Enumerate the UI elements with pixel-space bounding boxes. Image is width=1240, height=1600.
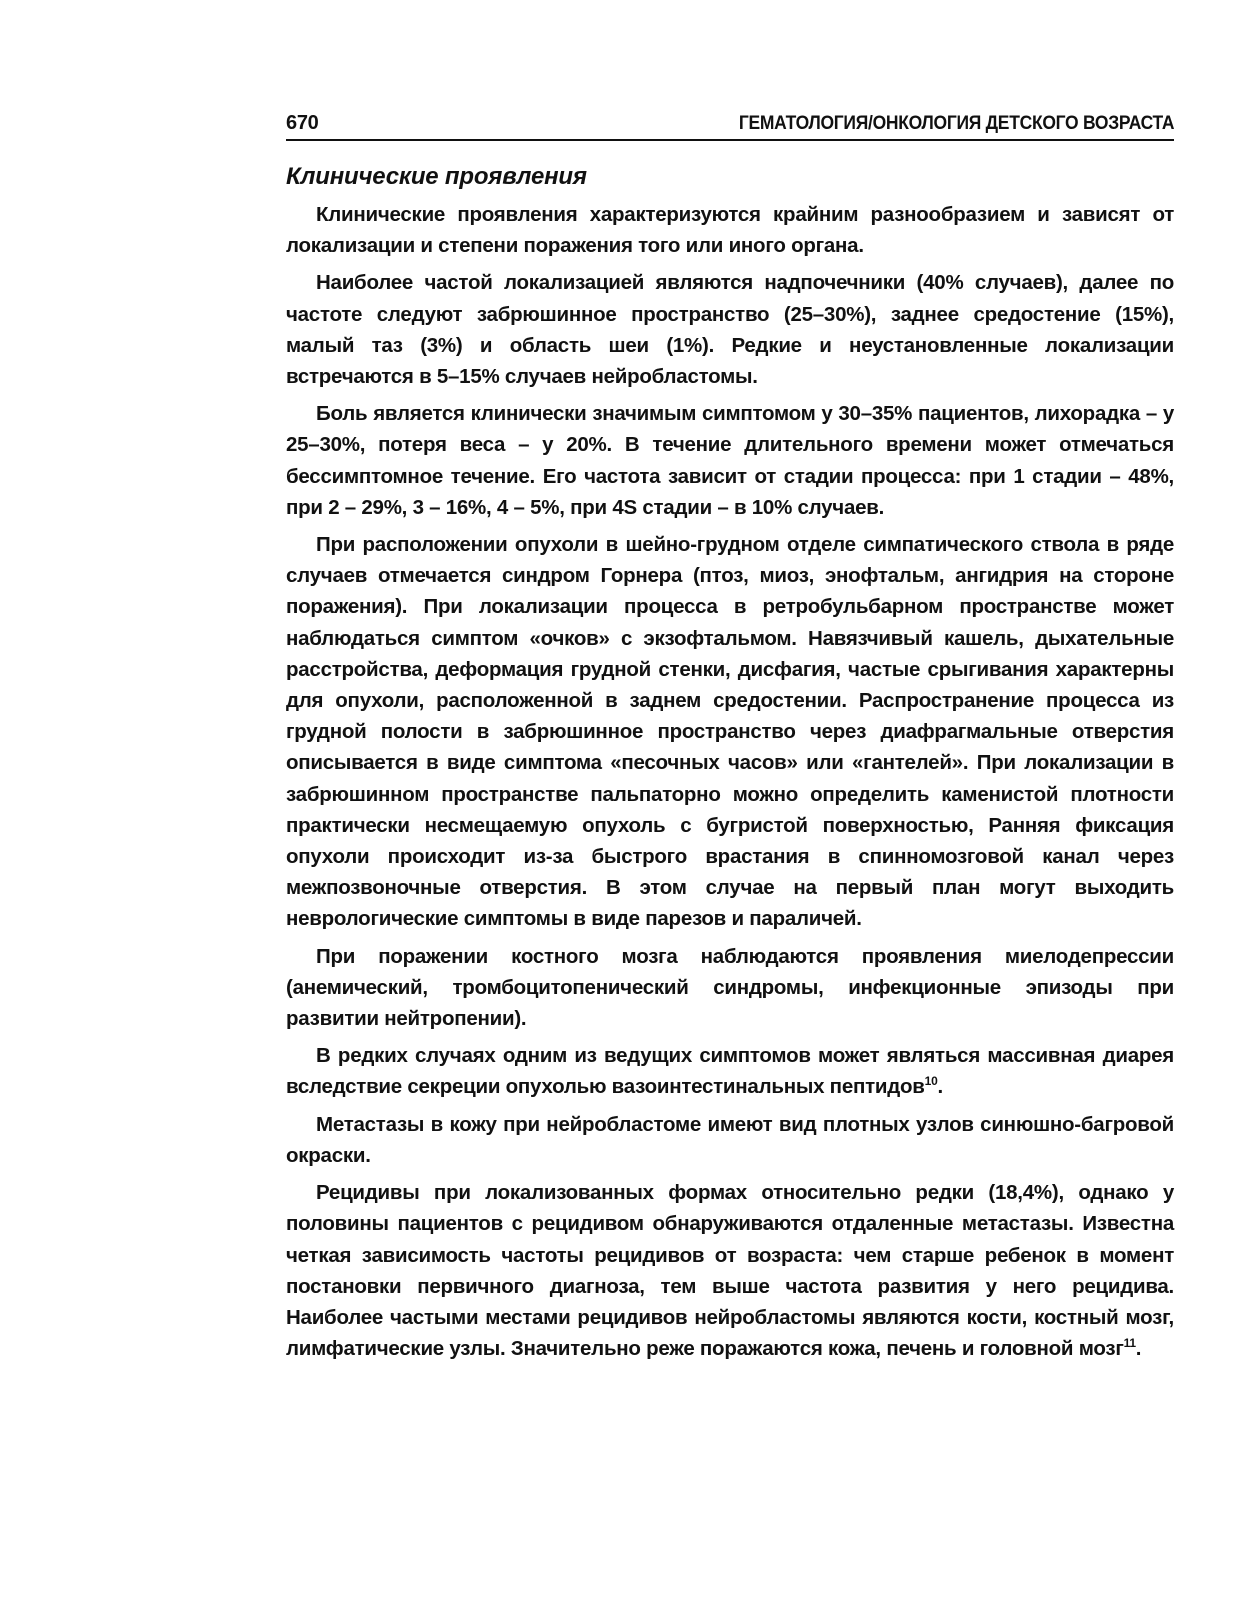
paragraph-text: Метастазы в кожу при нейробластоме имеют вид плотных узлов синюшно-багровой окраски. — [286, 1112, 1174, 1167]
section-heading: Клинические проявления — [286, 163, 587, 190]
paragraph-text: Рецидивы при локализованных формах относительно редки (18,4%), однако у половины пациентов с рецидивом обнаруживаются отдаленные метастазы. Известна четкая зависимость частоты рецидивов от возраста: чем старше ребенок в момент постановки первичного диагноза, тем выше частота развития у него рецидива. Наиболее частыми местами рецидивов нейробластомы являются кости, костный мозг, лимфатические узлы. Значительно реже поражаются кожа, печень и головной мозг — [286, 1181, 1174, 1361]
paragraph-tail: . — [937, 1075, 943, 1099]
paragraph-skin-metastases — [286, 1109, 1174, 1171]
paragraph-general — [286, 199, 1174, 261]
paragraph-text: При расположении опухоли в шейно-грудном отделе симпатического ствола в ряде случаев отмечается синдром Горнера (птоз, миоз, энофтальм, ангидрия на стороне поражения). При локализации процесса в ретробульбарном пространстве может наблюдаться симптом «очков» с экзофтальмом. Навязчивый кашель, дыхательные расстройства, деформация грудной стенки, дисфагия, частые срыгивания характерны для опухоли, расположенной в заднем средостении. Распространение процесса из грудной полости в забрюшинное пространство через диафрагмальные отверстия описывается в виде симптома «песочных часов» или «гантелей». При локализации в забрюшинном пространстве пальпаторно можно определить каменистой плотности практически несмещаемую опухоль с бугристой поверхностью, Ранняя фиксация опухоли происходит из-за быстрого врастания в спинномозговой канал через межпозвоночные отверстия. В этом случае на первый план могут выходить неврологические симптомы в виде парезов и параличей. — [286, 533, 1174, 931]
running-title: ГЕМАТОЛОГИЯ/ОНКОЛОГИЯ ДЕТСКОГО ВОЗРАСТА — [738, 113, 1174, 134]
running-header — [286, 112, 1174, 141]
paragraph-location-syndromes — [286, 529, 1174, 935]
book-page — [286, 112, 1174, 1370]
paragraph-text: В редких случаях одним из ведущих симптомов может являться массивная диарея вследствие секреции опухолью вазоинтестинальных пептидов — [286, 1044, 1174, 1099]
paragraph-diarrhea — [286, 1040, 1174, 1102]
footnote-reference[interactable]: 11 — [1123, 1336, 1136, 1351]
paragraph-tail: . — [1135, 1337, 1142, 1361]
paragraph-relapses — [286, 1177, 1174, 1364]
paragraph-symptoms — [286, 398, 1174, 523]
paragraph-bone-marrow — [286, 941, 1174, 1035]
paragraph-localization — [286, 267, 1174, 392]
paragraph-text: Боль является клинически значимым симптомом у 30–35% пациентов, лихорадка – у 25–30%, потеря веса – у 20%. В течение длительного времени может отмечаться бессимптомное течение. Его частота зависит от стадии процесса: при 1 стадии – 48%, при 2 – 29%, 3 – 16%, 4 – 5%, при 4S стадии – в 10% случаев. — [286, 402, 1174, 519]
paragraph-text: Наиболее частой локализацией являются надпочечники (40% случаев), далее по частоте следуют забрюшинное пространство (25–30%), заднее средостение (15%), малый таз (3%) и область шеи (1%). Редкие и неустановленные локализации встречаются в 5–15% случаев нейробластомы. — [286, 271, 1174, 389]
page-number: 670 — [286, 112, 319, 134]
footnote-reference[interactable]: 10 — [924, 1074, 938, 1089]
paragraph-text: При поражении костного мозга наблюдаются проявления миелодепрессии (анемический, тромбоцитопенический синдромы, инфекционные эпизоды при развитии нейтропении). — [286, 944, 1174, 1031]
paragraph-text: Клинические проявления характеризуются крайним разнообразием и зависят от локализации и степени поражения того или иного органа. — [286, 203, 1174, 258]
